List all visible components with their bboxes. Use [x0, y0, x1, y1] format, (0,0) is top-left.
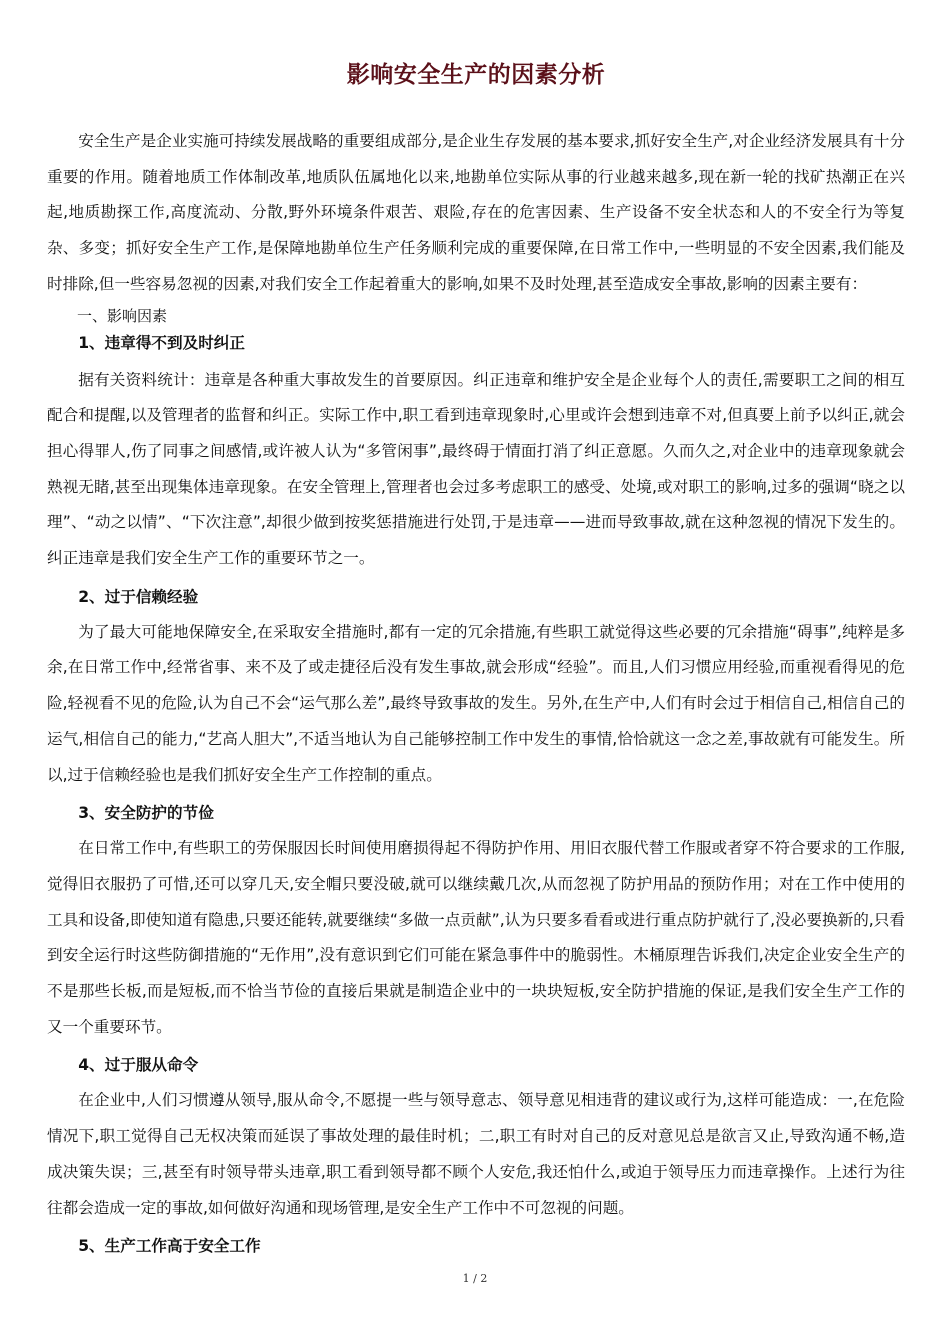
- intro-paragraph: 安全生产是企业实施可持续发展战略的重要组成部分,是企业生存发展的基本要求,抓好安全生产,对企业经济发展具有十分重要的作用。随着地质工作体制改革,地质队伍属地化以来,地勘单位实际从事的行业越来越多,现在新一轮的找矿热潮正在兴起,地质勘探工作,高度流动、分散,野外环境条件艰苦、艰险,存在的危害因素、生产设备不安全状态和人的不安全行为等复杂、多变；抓好安全生产工作,是保障地勘单位生产任务顺利完成的重要保障,在日常工作中,一些明显的不安全因素,我们能及时排除,但一些容易忽视的因素,对我们安全工作起着重大的影响,如果不及时处理,甚至造成安全事故,影响的因素主要有：: [47, 132, 905, 293]
- document-title: 影响安全生产的因素分析: [346, 62, 606, 88]
- item-heading: 1、违章得不到及时纠正: [78, 333, 245, 352]
- section-heading: 一、影响因素: [77, 306, 168, 325]
- item-paragraph: 据有关资料统计：违章是各种重大事故发生的首要原因。纠正违章和维护安全是企业每个人的责任,需要职工之间的相互配合和提醒,以及管理者的监督和纠正。实际工作中,职工看到违章现象时,心里或许会想到违章不对,但真要上前予以纠正,就会担心得罪人,伤了同事之间感情,或许被人认为“多管闲事”,最终碍于情面打消了纠正意愿。久而久之,对企业中的违章现象就会熟视无睹,甚至出现集体违章现象。在安全管理上,管理者也会过多考虑职工的感受、处境,或对职工的影响,过多的强调“晓之以理”、“动之以情”、“下次注意”,却很少做到按奖惩措施进行处罚,于是违章——进而导致事故,就在这种忽视的情况下发生的。纠正违章是我们安全生产工作的重要环节之一。: [47, 370, 905, 568]
- item-heading: 4、过于服从命令: [78, 1056, 199, 1075]
- item-paragraph: 为了最大可能地保障安全,在采取安全措施时,都有一定的冗余措施,有些职工就觉得这些必要的冗余措施“碍事”,纯粹是多余,在日常工作中,经常省事、来不及了或走捷径后没有发生事故,就会形成“经验”。而且,人们习惯应用经验,而重视看得见的危险,轻视看不见的危险,认为自己不会“运气那么差”,最终导致事故的发生。另外,在生产中,人们有时会过于相信自己,相信自己的运气,相信自己的能力,“艺高人胆大”,不适当地认为自己能够控制工作中发生的事情,恰恰就这一念之差,事故就有可能发生。所以,过于信赖经验也是我们抓好安全生产工作控制的重点。: [47, 622, 905, 784]
- item-paragraph: 在企业中,人们习惯遵从领导,服从命令,不愿提一些与领导意志、领导意见相违背的建议或行为,这样可能造成：一,在危险情况下,职工觉得自己无权决策而延误了事故处理的最佳时机；二,职工有时对自己的反对意见总是欲言又止,导致沟通不畅,造成决策失误；三,甚至有时领导带头违章,职工看到领导都不顾个人安危,我还怕什么,或迫于领导压力而违章操作。上述行为往往都会造成一定的事故,如何做好沟通和现场管理,是安全生产工作中不可忽视的问题。: [47, 1091, 905, 1217]
- item-heading: 3、安全防护的节俭: [78, 804, 214, 823]
- item-heading: 2、过于信赖经验: [78, 587, 199, 606]
- document-body: [47, 124, 905, 1262]
- item-paragraph: 在日常工作中,有些职工的劳保服因长时间使用磨损得起不得防护作用、用旧衣服代替工作服或者穿不符合要求的工作服,觉得旧衣服扔了可惜,还可以穿几天,安全帽只要没破,就可以继续戴几次,从而忽视了防护用品的预防作用；对在工作中使用的工具和设备,即使知道有隐患,只要还能转,就要继续“多做一点贡献”,认为只要多看看或进行重点防护就行了,没必要换新的,只看到安全运行时这些防御措施的“无作用”,没有意识到它们可能在紧急事件中的脆弱性。木桶原理告诉我们,决定企业安全生产的不是那些长板,而是短板,而不恰当节俭的直接后果就是制造企业中的一块块短板,安全防护措施的保证,是我们安全生产工作的又一个重要环节。: [47, 839, 905, 1036]
- item-heading: 5、生产工作高于安全工作: [78, 1237, 261, 1256]
- page-number: 1 / 2: [462, 1272, 488, 1285]
